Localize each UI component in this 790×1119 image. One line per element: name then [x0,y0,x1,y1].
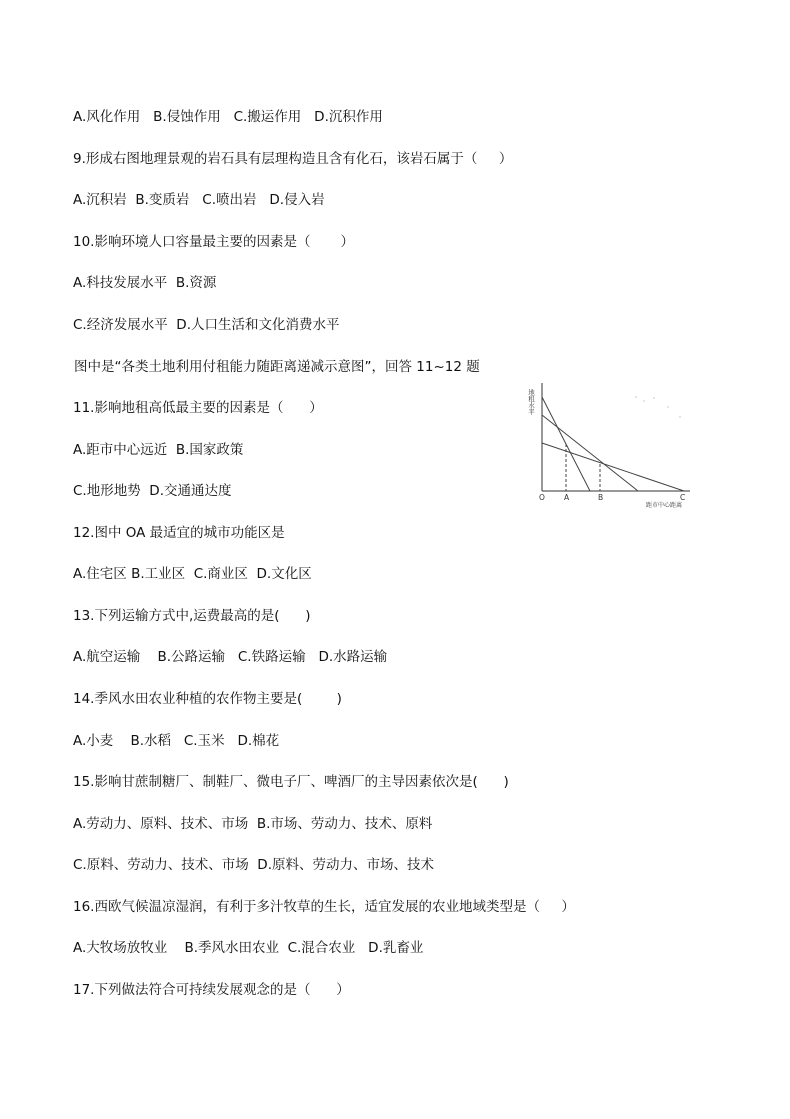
q10-options-ab: A.科技发展水平 B.资源 [73,275,217,291]
q14-options: A.小麦 B.水稻 C.玉米 D.棉花 [73,733,280,749]
q11-options-cd: C.地形地势 D.交通通达度 [73,483,232,499]
q13-options: A.航空运输 B.公路运输 C.铁路运输 D.水路运输 [73,649,388,665]
land-rent-diagram [528,377,698,512]
land-rent-figure [528,377,698,512]
q14-stem: 14.季风水田农业种植的农作物主要是( ) [73,691,342,707]
q11-stem: 11.影响地租高低最主要的因素是（ ） [73,400,323,416]
q9-stem: 9.形成右图地理景观的岩石具有层理构造且含有化石，该岩石属于（ ） [73,151,513,167]
q10-options-cd: C.经济发展水平 D.人口生活和文化消费水平 [73,317,340,333]
q16-stem: 16.西欧气候温凉湿润，有利于多汁牧草的生长，适宜发展的农业地域类型是（ ） [73,899,575,915]
q16-options: A.大牧场放牧业 B.季风水田农业 C.混合农业 D.乳畜业 [73,940,424,956]
q9-options: A.沉积岩 B.变质岩 C.喷出岩 D.侵入岩 [73,192,325,208]
q11-options-ab: A.距市中心远近 B.国家政策 [73,442,244,458]
rent-line-residential [542,415,638,491]
q13-stem: 13.下列运输方式中,运费最高的是( ) [73,608,311,624]
x-axis-label: 距市中心距离 [646,502,683,509]
q8-options: A.风化作用 B.侵蚀作用 C.搬运作用 D.沉积作用 [73,109,383,125]
q15-stem: 15.影响甘蔗制糖厂、制鞋厂、微电子厂、啤酒厂的主导因素依次是( ) [73,774,509,790]
q17-stem: 17.下列做法符合可持续发展观念的是（ ） [73,982,350,998]
scan-noise [635,396,681,418]
q10-stem: 10.影响环境人口容量最主要的因素是（ ） [73,234,355,250]
q12-options: A.住宅区 B.工业区 C.商业区 D.文化区 [73,566,312,582]
q15-options-ab: A.劳动力、原料、技术、市场 B.市场、劳动力、技术、原料 [73,816,433,832]
point-a-label: A [564,493,570,502]
figure-intro: 图中是“各类土地利用付租能力随距离递减示意图”，回答 11~12 题 [74,359,480,375]
origin-label: O [539,493,545,502]
q15-options-cd: C.原料、劳动力、技术、市场 D.原料、劳动力、市场、技术 [73,857,434,873]
rent-line-industrial [542,443,684,491]
q12-stem: 12.图中 OA 最适宜的城市功能区是 [73,525,285,541]
point-b-label: B [598,493,604,502]
point-c-label: C [680,493,686,502]
y-axis-label: 地租水平 [527,389,535,415]
